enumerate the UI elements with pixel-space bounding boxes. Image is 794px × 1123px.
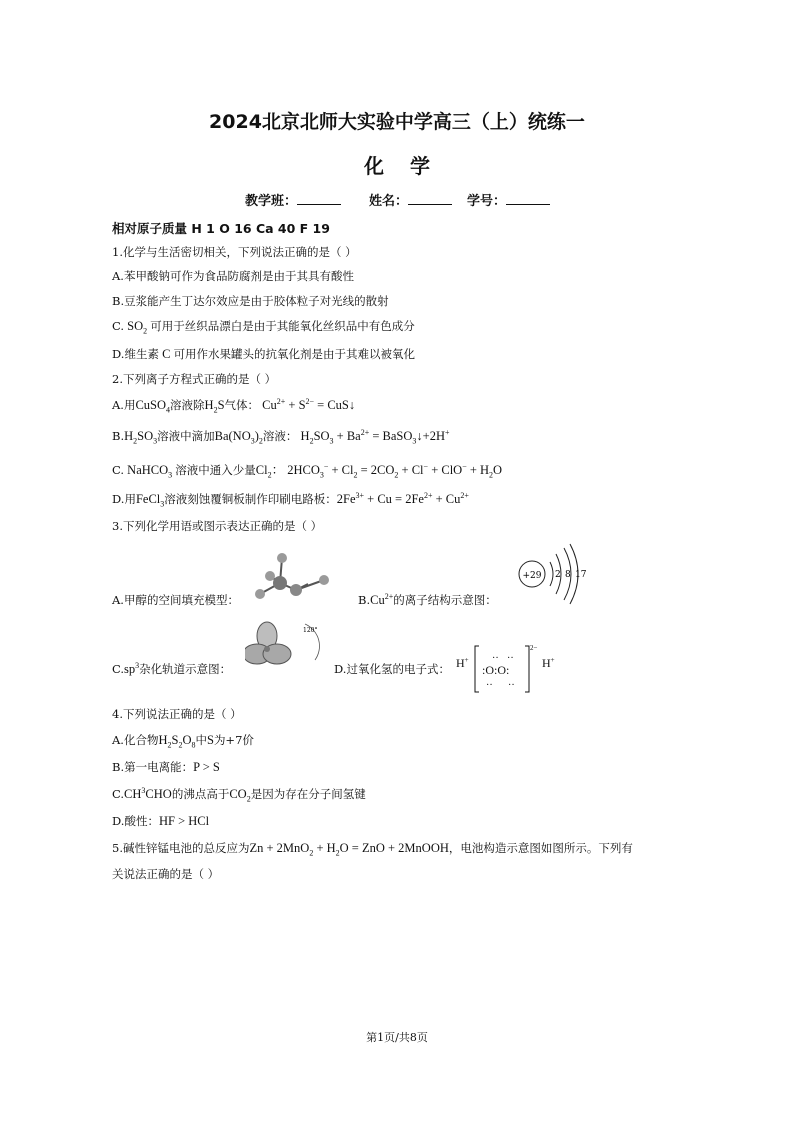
page-title: 2024北京北师大实验中学高三（上）统练一: [209, 111, 585, 133]
svg-text:··: ··: [507, 653, 514, 664]
cu-ion-structure-figure: [512, 540, 592, 606]
svg-text:··: ··: [486, 680, 493, 691]
q1-option-c: C. $SO_2$ 可用于丝织品漂白是由于其能氧化丝织品中有色成分: [112, 319, 415, 336]
q2-option-c: C. NaHCO$_3$ 溶液中通入少量$Cl_2$： $2HCO_3^- + Cl_2 = 2CO_2 + Cl^- + ClO^- + H_2O$: [112, 461, 503, 480]
q3-stem: 3.下列化学用语或图示表达正确的是（ ）: [112, 519, 323, 533]
sp3-orbital-figure: [245, 620, 325, 674]
q3-option-b: $B.Cu^{2+}$的离子结构示意图：: [358, 592, 497, 608]
q1-stem: 1.化学与生活密切相关，下列说法正确的是（ ）: [112, 245, 357, 259]
svg-text:··: ··: [508, 680, 515, 691]
svg-text::O:O:: :O:O:: [482, 663, 510, 677]
q3-option-d: D.过氧化氢的电子式：: [334, 662, 450, 676]
student-id-field: 学号：: [467, 190, 550, 209]
subject-title: 化学: [364, 154, 456, 178]
svg-text:+29: +29: [522, 571, 542, 581]
q3-option-a: A.甲醇的空间填充模型：: [112, 593, 239, 607]
q1-option-b: B.豆浆能产生丁达尔效应是由于胶体粒子对光线的散射: [112, 294, 389, 308]
q2-stem: 2.下列离子方程式正确的是（ ）: [112, 372, 277, 386]
q5-stem-continued: 关说法正确的是（ ）: [112, 867, 220, 881]
svg-text:2−: 2−: [530, 644, 538, 652]
svg-text:H+: H+: [456, 656, 469, 670]
q5-stem: 5.碱性锌锰电池的总反应为$Zn + 2MnO_2 + H_2O$ = ZnO + 2MnOOH，电池构造示意图如图所示。下列有: [112, 841, 633, 858]
svg-text:H+: H+: [542, 656, 555, 670]
q2-option-b: $B.H_2SO_3$溶液中滴加$Ba(NO_3)_2$溶液： $H_2SO_3 + Ba^{2+}$ = BaSO$_3$↓+2H+: [112, 428, 450, 446]
svg-text:120°: 120°: [303, 627, 318, 634]
q3-option-c: $C.sp^3$杂化轨道示意图：: [112, 661, 232, 677]
svg-text:2: 2: [555, 570, 561, 580]
class-field: 教学班：: [245, 190, 341, 209]
q4-option-a: A.化合物$H_2S_2O_8$中S为+7价: [112, 733, 254, 750]
q4-option-b: B.第一电离能：P > S: [112, 760, 220, 774]
name-field: 姓名：: [369, 190, 452, 209]
svg-text:··: ··: [492, 653, 499, 664]
q1-option-a: A.苯甲酸钠可作为食品防腐剂是由于其具有酸性: [112, 269, 354, 283]
svg-text:17: 17: [575, 570, 587, 580]
svg-text:8: 8: [565, 570, 571, 580]
q4-option-d: D.酸性：HF > HCl: [112, 814, 210, 828]
q2-option-d: D.用FeCl$_3$溶液刻蚀覆铜板制作印刷电路板：$2Fe^{3+} + Cu = 2Fe^{2+} + Cu^{2+}$: [112, 491, 469, 509]
q4-option-c: $C.CH^3CHO$的沸点高于$CO_2$是因为存在分子间氢键: [112, 786, 366, 804]
q4-stem: 4.下列说法正确的是（ ）: [112, 707, 242, 721]
q1-option-d: D.维生素 C 可用作水果罐头的抗氧化剂是由于其难以被氧化: [112, 347, 416, 361]
methanol-model-figure: [250, 550, 334, 600]
page-number: 第1页/共8页: [366, 1031, 428, 1044]
peroxide-electron-formula: [456, 640, 566, 696]
q2-option-a: A.用CuSO$_4$溶液除$H_2S$气体： $Cu^{2+} + S^{2-}$ = CuS↓: [112, 397, 356, 415]
atomic-mass-line: 相对原子质量 H 1 O 16 Ca 40 F 19: [112, 221, 330, 236]
